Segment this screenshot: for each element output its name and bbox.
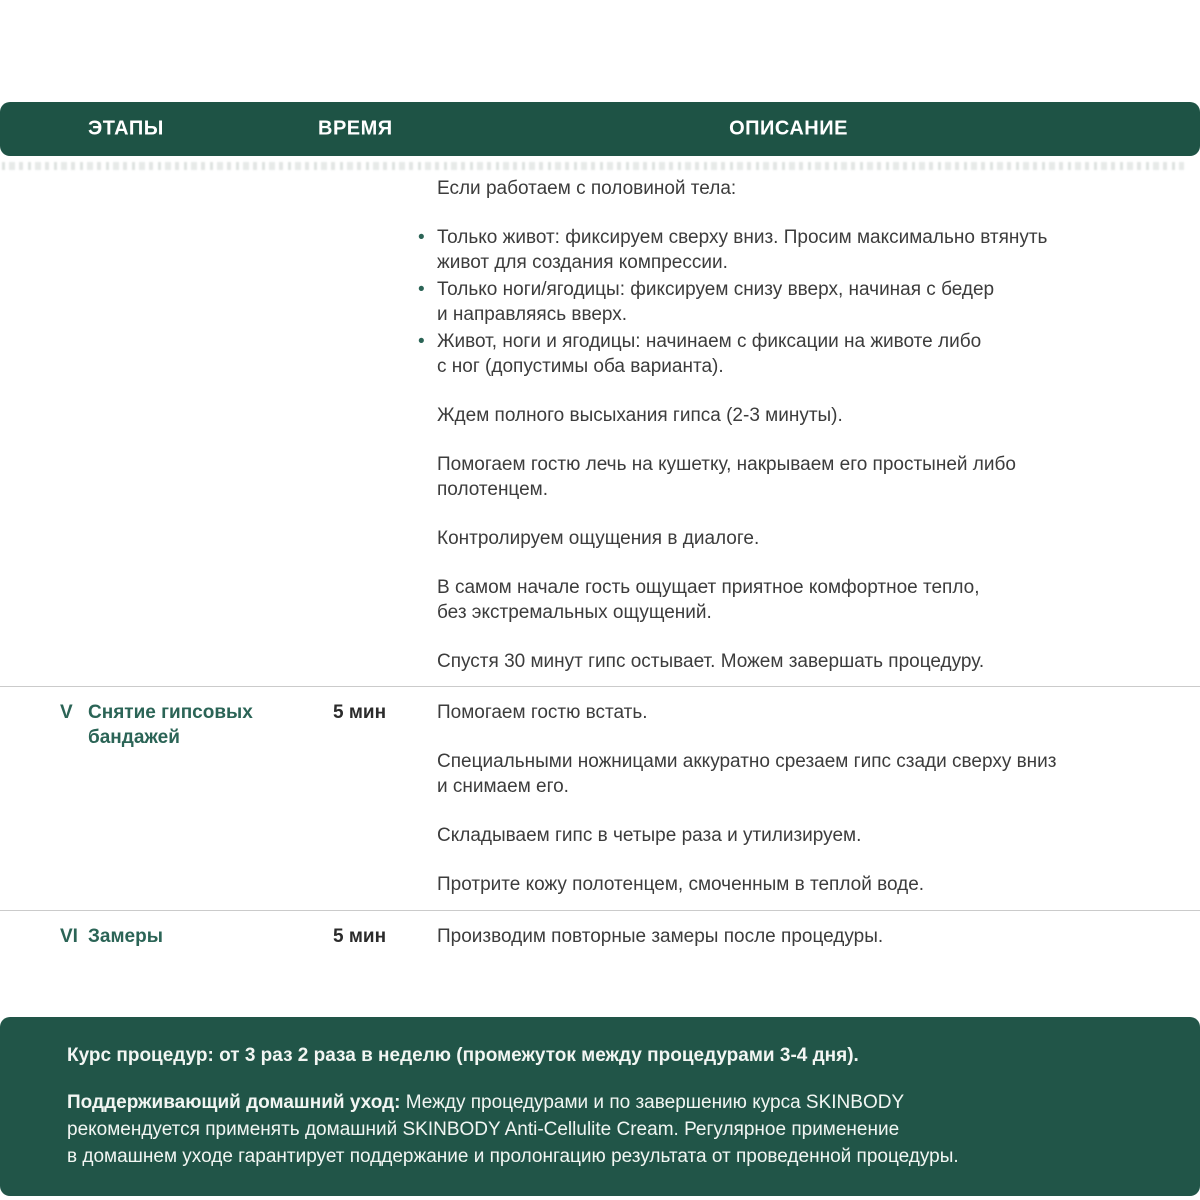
- column-header-description: ОПИСАНИЕ: [729, 117, 848, 140]
- bullet-item: • Только ноги/ягодицы: фиксируем снизу вверх, начиная с бедер и направляясь вверх.: [437, 277, 1140, 327]
- course-frequency-line: Курс процедур: от 3 раз 2 раза в неделю (промежуток между процедурами 3-4 дня).: [67, 1045, 859, 1066]
- bullet-list: [437, 225, 1140, 379]
- stage-numeral: V: [60, 702, 73, 723]
- stage-cell: [60, 700, 333, 897]
- table-row-continuation: [0, 168, 1200, 686]
- description-cell: [437, 700, 1140, 897]
- table-body: [0, 168, 1200, 962]
- description-cell: [437, 176, 1140, 674]
- time-cell: 5 мин: [333, 702, 387, 723]
- homecare-label: Поддерживающий домашний уход:: [67, 1092, 401, 1113]
- description-paragraph: В самом начале гость ощущает приятное комфортное тепло, без экстремальных ощущений.: [437, 577, 980, 623]
- description-paragraph: Ждем полного высыхания гипса (2-3 минуты).: [437, 405, 843, 426]
- description-paragraph: Специальными ножницами аккуратно срезаем гипс сзади сверху вниз и снимаем его.: [437, 751, 1057, 797]
- description-paragraph: Контролируем ощущения в диалоге.: [437, 528, 760, 549]
- column-header-stages: ЭТАПЫ: [88, 117, 164, 140]
- bullet-item: • Только живот: фиксируем сверху вниз. Просим максимально втянуть живот для создания компрессии.: [437, 225, 1140, 275]
- table-row-stage-vi: [0, 910, 1200, 962]
- description-paragraph: Помогаем гостю встать.: [437, 702, 648, 723]
- stage-cell: [60, 924, 333, 949]
- time-cell-empty: [333, 176, 437, 674]
- table-header-bar: [0, 102, 1200, 156]
- stage-label: Снятие гипсовых бандажей: [88, 702, 253, 748]
- description-paragraph: Производим повторные замеры после процедуры.: [437, 926, 884, 947]
- stage-cell-empty: [60, 176, 333, 674]
- description-paragraph: Протрите кожу полотенцем, смоченным в теплой воде.: [437, 874, 925, 895]
- description-cell: [437, 924, 1140, 949]
- homecare-text: Между процедурами и по завершению курса SKINBODY рекомендуется применять домашний SKINBODY Anti-Cellulite Cream. Регулярное применение в домашнем уходе гарантирует поддержание и пролонгацию результата от проведенной процедуры.: [67, 1092, 959, 1167]
- table-row-stage-v: [0, 686, 1200, 910]
- time-cell: 5 мин: [333, 926, 387, 947]
- description-paragraph: Спустя 30 минут гипс остывает. Можем завершать процедуру.: [437, 651, 985, 672]
- bullet-item: • Живот, ноги и ягодицы: начинаем с фиксации на животе либо с ног (допустимы оба варианта).: [437, 329, 1140, 379]
- description-paragraph: Если работаем с половиной тела:: [437, 178, 737, 199]
- description-paragraph: Помогаем гостю лечь на кушетку, накрываем его простыней либо полотенцем.: [437, 454, 1016, 500]
- column-header-time: ВРЕМЯ: [318, 117, 393, 140]
- description-paragraph: Складываем гипс в четыре раза и утилизируем.: [437, 825, 862, 846]
- stage-numeral: VI: [60, 926, 78, 947]
- stage-label: Замеры: [88, 926, 163, 947]
- footer-note: [0, 1017, 1200, 1196]
- homecare-paragraph: [67, 1089, 1140, 1170]
